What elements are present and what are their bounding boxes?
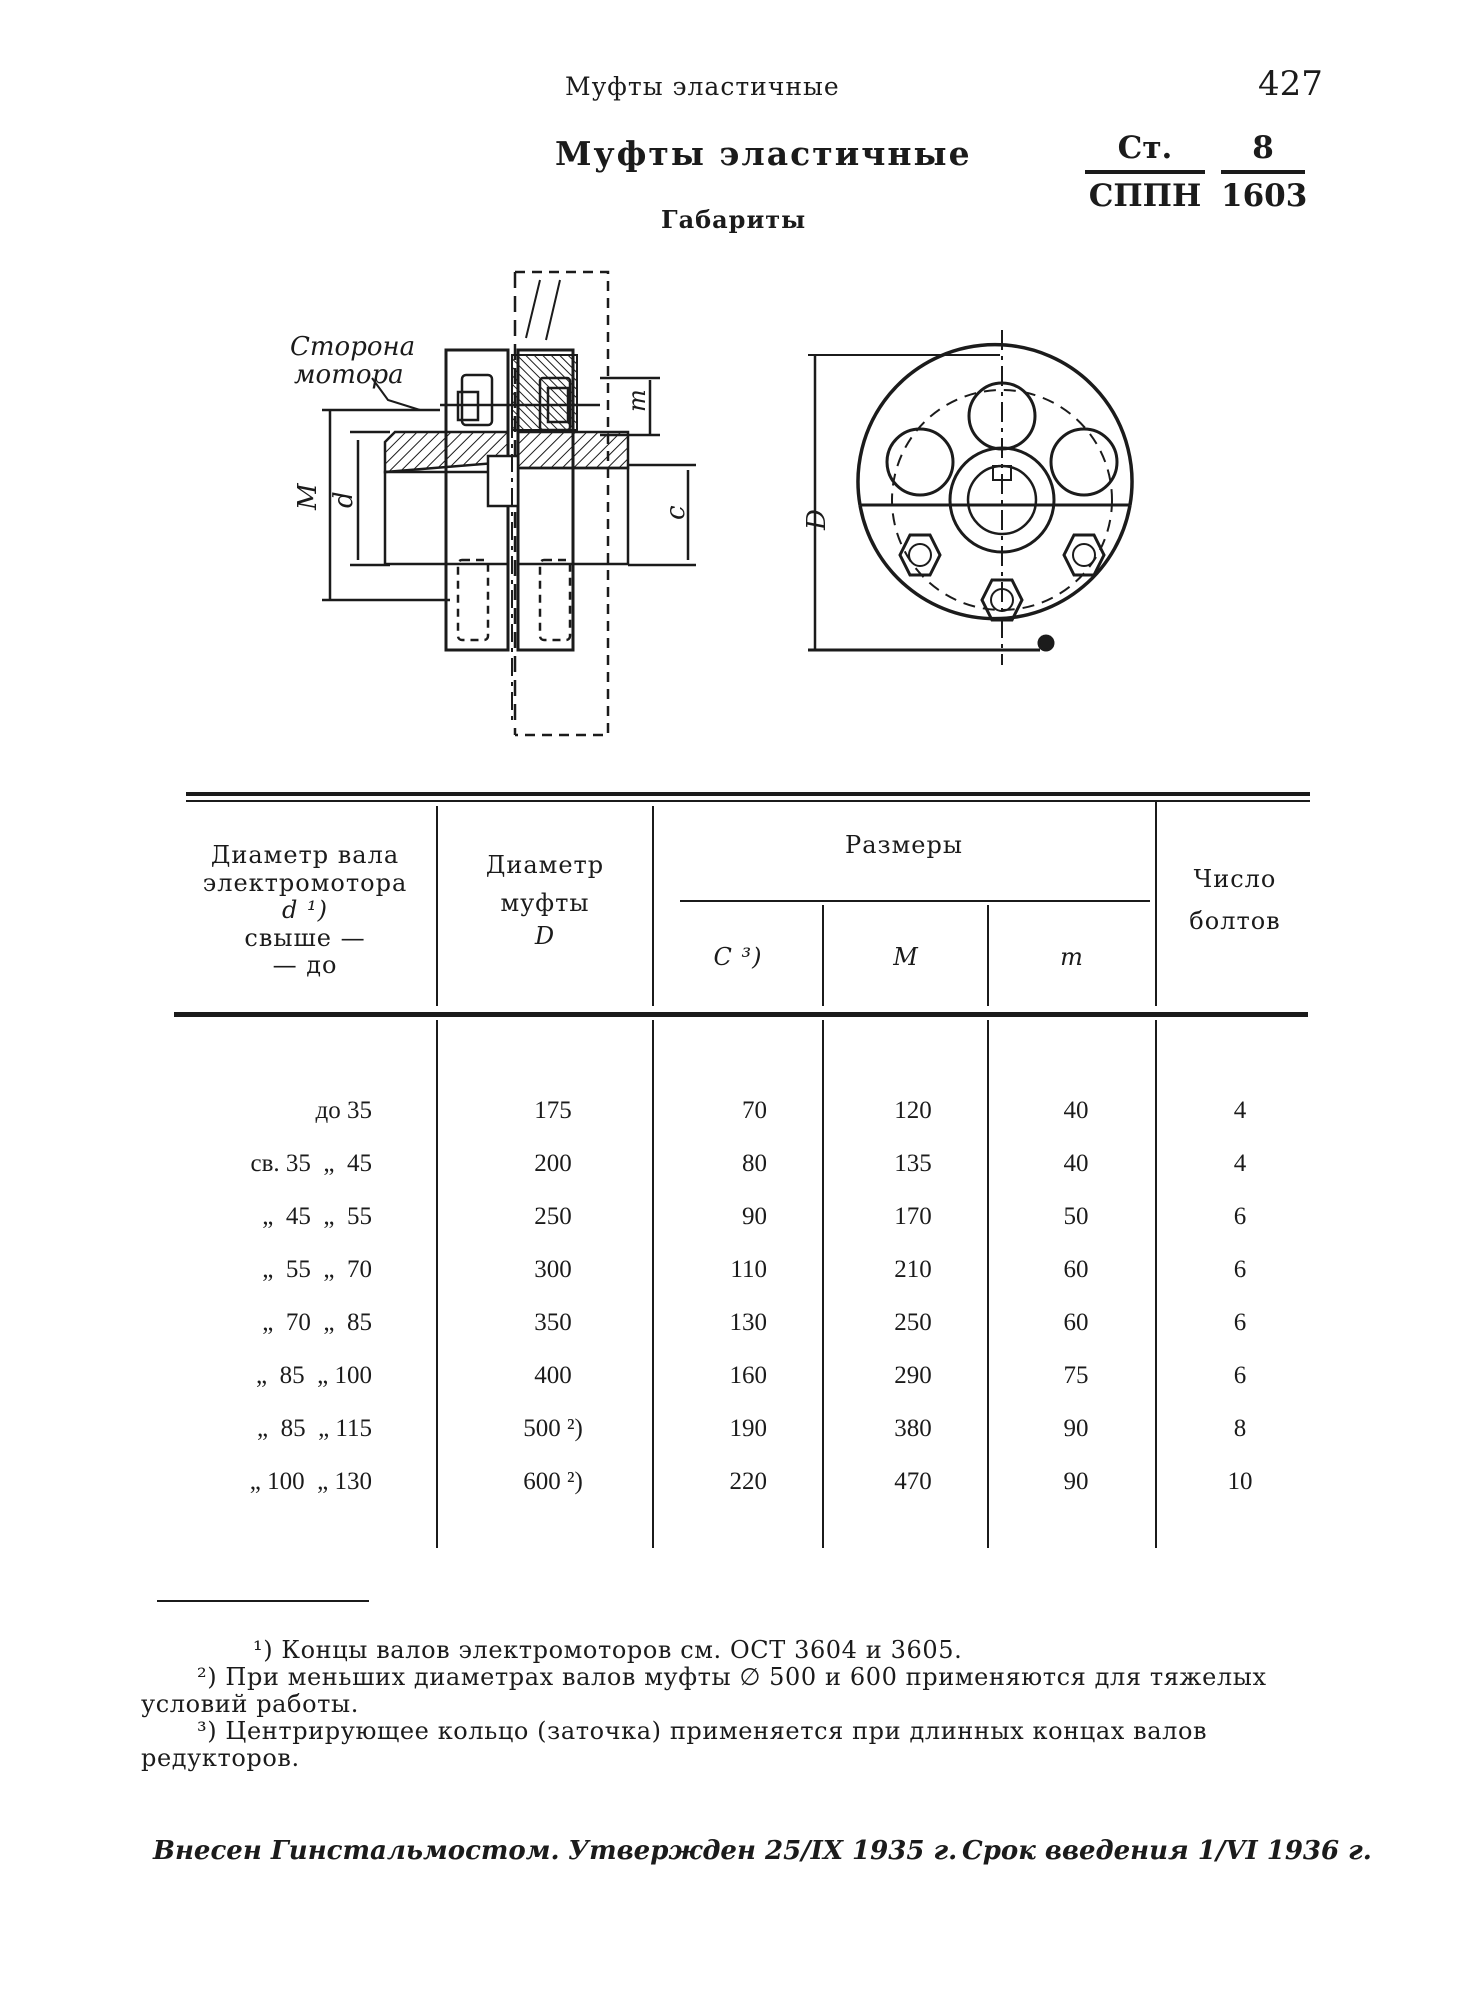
dim-label-c: c (661, 505, 691, 520)
col-header-bolts (1160, 866, 1310, 935)
footnotes (141, 1636, 1317, 1772)
footer-effective: Срок введения 1/VI 1936 г. (962, 1836, 1372, 1866)
cell-shaft: „ 85 „ 115 (256, 1415, 372, 1442)
coupling-drawing (0, 0, 1475, 760)
col-header-coupling-line2: муфты (500, 888, 590, 917)
cell-bolts: 8 (1233, 1415, 1247, 1442)
cell-d: 300 (534, 1256, 572, 1283)
col-header-shaft-line1: Диаметр вала (210, 841, 400, 869)
cell-shaft: „ 100 „ 130 (249, 1468, 372, 1495)
col-header-shaft-line4: свыше — (244, 923, 366, 952)
cell-d: 600 ²) (523, 1468, 583, 1495)
cell-bolts: 10 (1227, 1468, 1253, 1495)
cell-m: 250 (894, 1309, 932, 1336)
cell-bolts: 4 (1233, 1150, 1247, 1177)
dim-label-D: D (802, 509, 832, 530)
dim-label-m: m (623, 389, 651, 412)
cell-shaft: „ 70 „ 85 (262, 1309, 372, 1336)
cell-m: 40 (1063, 1150, 1089, 1177)
cell-m: 90 (1063, 1468, 1089, 1495)
cell-c: 220 (729, 1468, 767, 1495)
footnote-1: ¹) Концы валов электромоторов см. ОСТ 3604 и 3605. (253, 1636, 963, 1664)
footer-approved: Утвержден 25/IX 1935 г. (568, 1836, 958, 1866)
col-header-coupling-line1: Диаметр (485, 851, 605, 879)
cell-bolts: 6 (1233, 1309, 1247, 1336)
cell-d: 400 (534, 1362, 572, 1389)
cell-m: 120 (894, 1097, 932, 1124)
cell-d: 200 (534, 1150, 572, 1177)
front-view (808, 330, 1132, 665)
cell-m: 170 (894, 1203, 932, 1230)
cell-m: 470 (894, 1468, 932, 1495)
cell-shaft: „ 45 „ 55 (262, 1203, 372, 1230)
col-header-bolts-line2: болтов (1189, 906, 1281, 935)
cell-d: 350 (534, 1309, 572, 1336)
cell-bolts: 6 (1233, 1256, 1247, 1283)
dim-label-M: M (293, 483, 323, 510)
cell-m: 60 (1063, 1309, 1089, 1336)
col-header-bolts-line1: Число (1193, 865, 1277, 893)
cell-c: 160 (729, 1362, 767, 1389)
cell-c: 70 (742, 1097, 767, 1124)
cell-m: 40 (1063, 1097, 1089, 1124)
cell-shaft: „ 85 „ 100 (256, 1362, 372, 1389)
col-header-shaft (180, 842, 430, 980)
cell-d: 250 (534, 1203, 572, 1230)
col-header-coupling-line3: D (534, 922, 556, 951)
footnote-3: ³) Центрирующее кольцо (заточка) применяется при длинных концах валов редукторов. (141, 1716, 1208, 1772)
cell-m: 380 (894, 1415, 932, 1442)
motor-side-label-2: мотора (294, 360, 404, 390)
col-header-coupling (440, 852, 650, 951)
standard-denominator-left: СППН (1088, 178, 1202, 214)
col-header-m: m (1060, 943, 1084, 971)
cell-d: 175 (534, 1097, 572, 1124)
standard-numerator-right: 8 (1221, 130, 1305, 174)
page-title: Муфты эластичные (555, 134, 972, 173)
cell-c: 190 (729, 1415, 767, 1442)
cell-bolts: 6 (1233, 1362, 1247, 1389)
cell-m: 135 (894, 1150, 932, 1177)
col-header-shaft-line3: d ¹) (282, 896, 328, 925)
col-header-c: C ³) (713, 943, 763, 971)
col-header-M: M (893, 943, 919, 971)
cell-c: 130 (729, 1309, 767, 1336)
col-header-shaft-line2: электромотора (202, 868, 408, 897)
cell-bolts: 4 (1233, 1097, 1247, 1124)
running-head: Муфты эластичные (565, 72, 840, 101)
cell-shaft: „ 55 „ 70 (262, 1256, 372, 1283)
cell-m: 90 (1063, 1415, 1089, 1442)
col-header-sizes: Размеры (845, 831, 963, 859)
cell-bolts: 6 (1233, 1203, 1247, 1230)
standard-numerator-left: Ст. (1085, 130, 1205, 174)
cell-m: 75 (1063, 1362, 1089, 1389)
cell-m: 60 (1063, 1256, 1089, 1283)
cell-c: 80 (742, 1150, 767, 1177)
standard-denominator-right: 1603 (1221, 178, 1308, 214)
cell-m: 210 (894, 1256, 932, 1283)
col-header-shaft-line5: — до (272, 951, 338, 980)
cell-c: 90 (742, 1203, 767, 1230)
cell-c: 110 (730, 1256, 767, 1283)
cell-d: 500 ²) (523, 1415, 583, 1442)
cell-m: 290 (894, 1362, 932, 1389)
page-subtitle: Габариты (661, 205, 807, 234)
motor-side-label-1: Сторона (290, 332, 416, 362)
cell-m: 50 (1063, 1203, 1089, 1230)
cell-shaft: до 35 (315, 1097, 372, 1124)
cell-shaft: св. 35 „ 45 (250, 1150, 372, 1177)
footnote-2: ²) При меньших диаметрах валов муфты ∅ 500 и 600 применяются для тяжелых условий работы. (141, 1662, 1267, 1718)
footer-introduced: Внесен Гинстальмостом. (153, 1836, 560, 1866)
page-number: 427 (1258, 64, 1323, 104)
dim-label-d: d (329, 491, 359, 508)
